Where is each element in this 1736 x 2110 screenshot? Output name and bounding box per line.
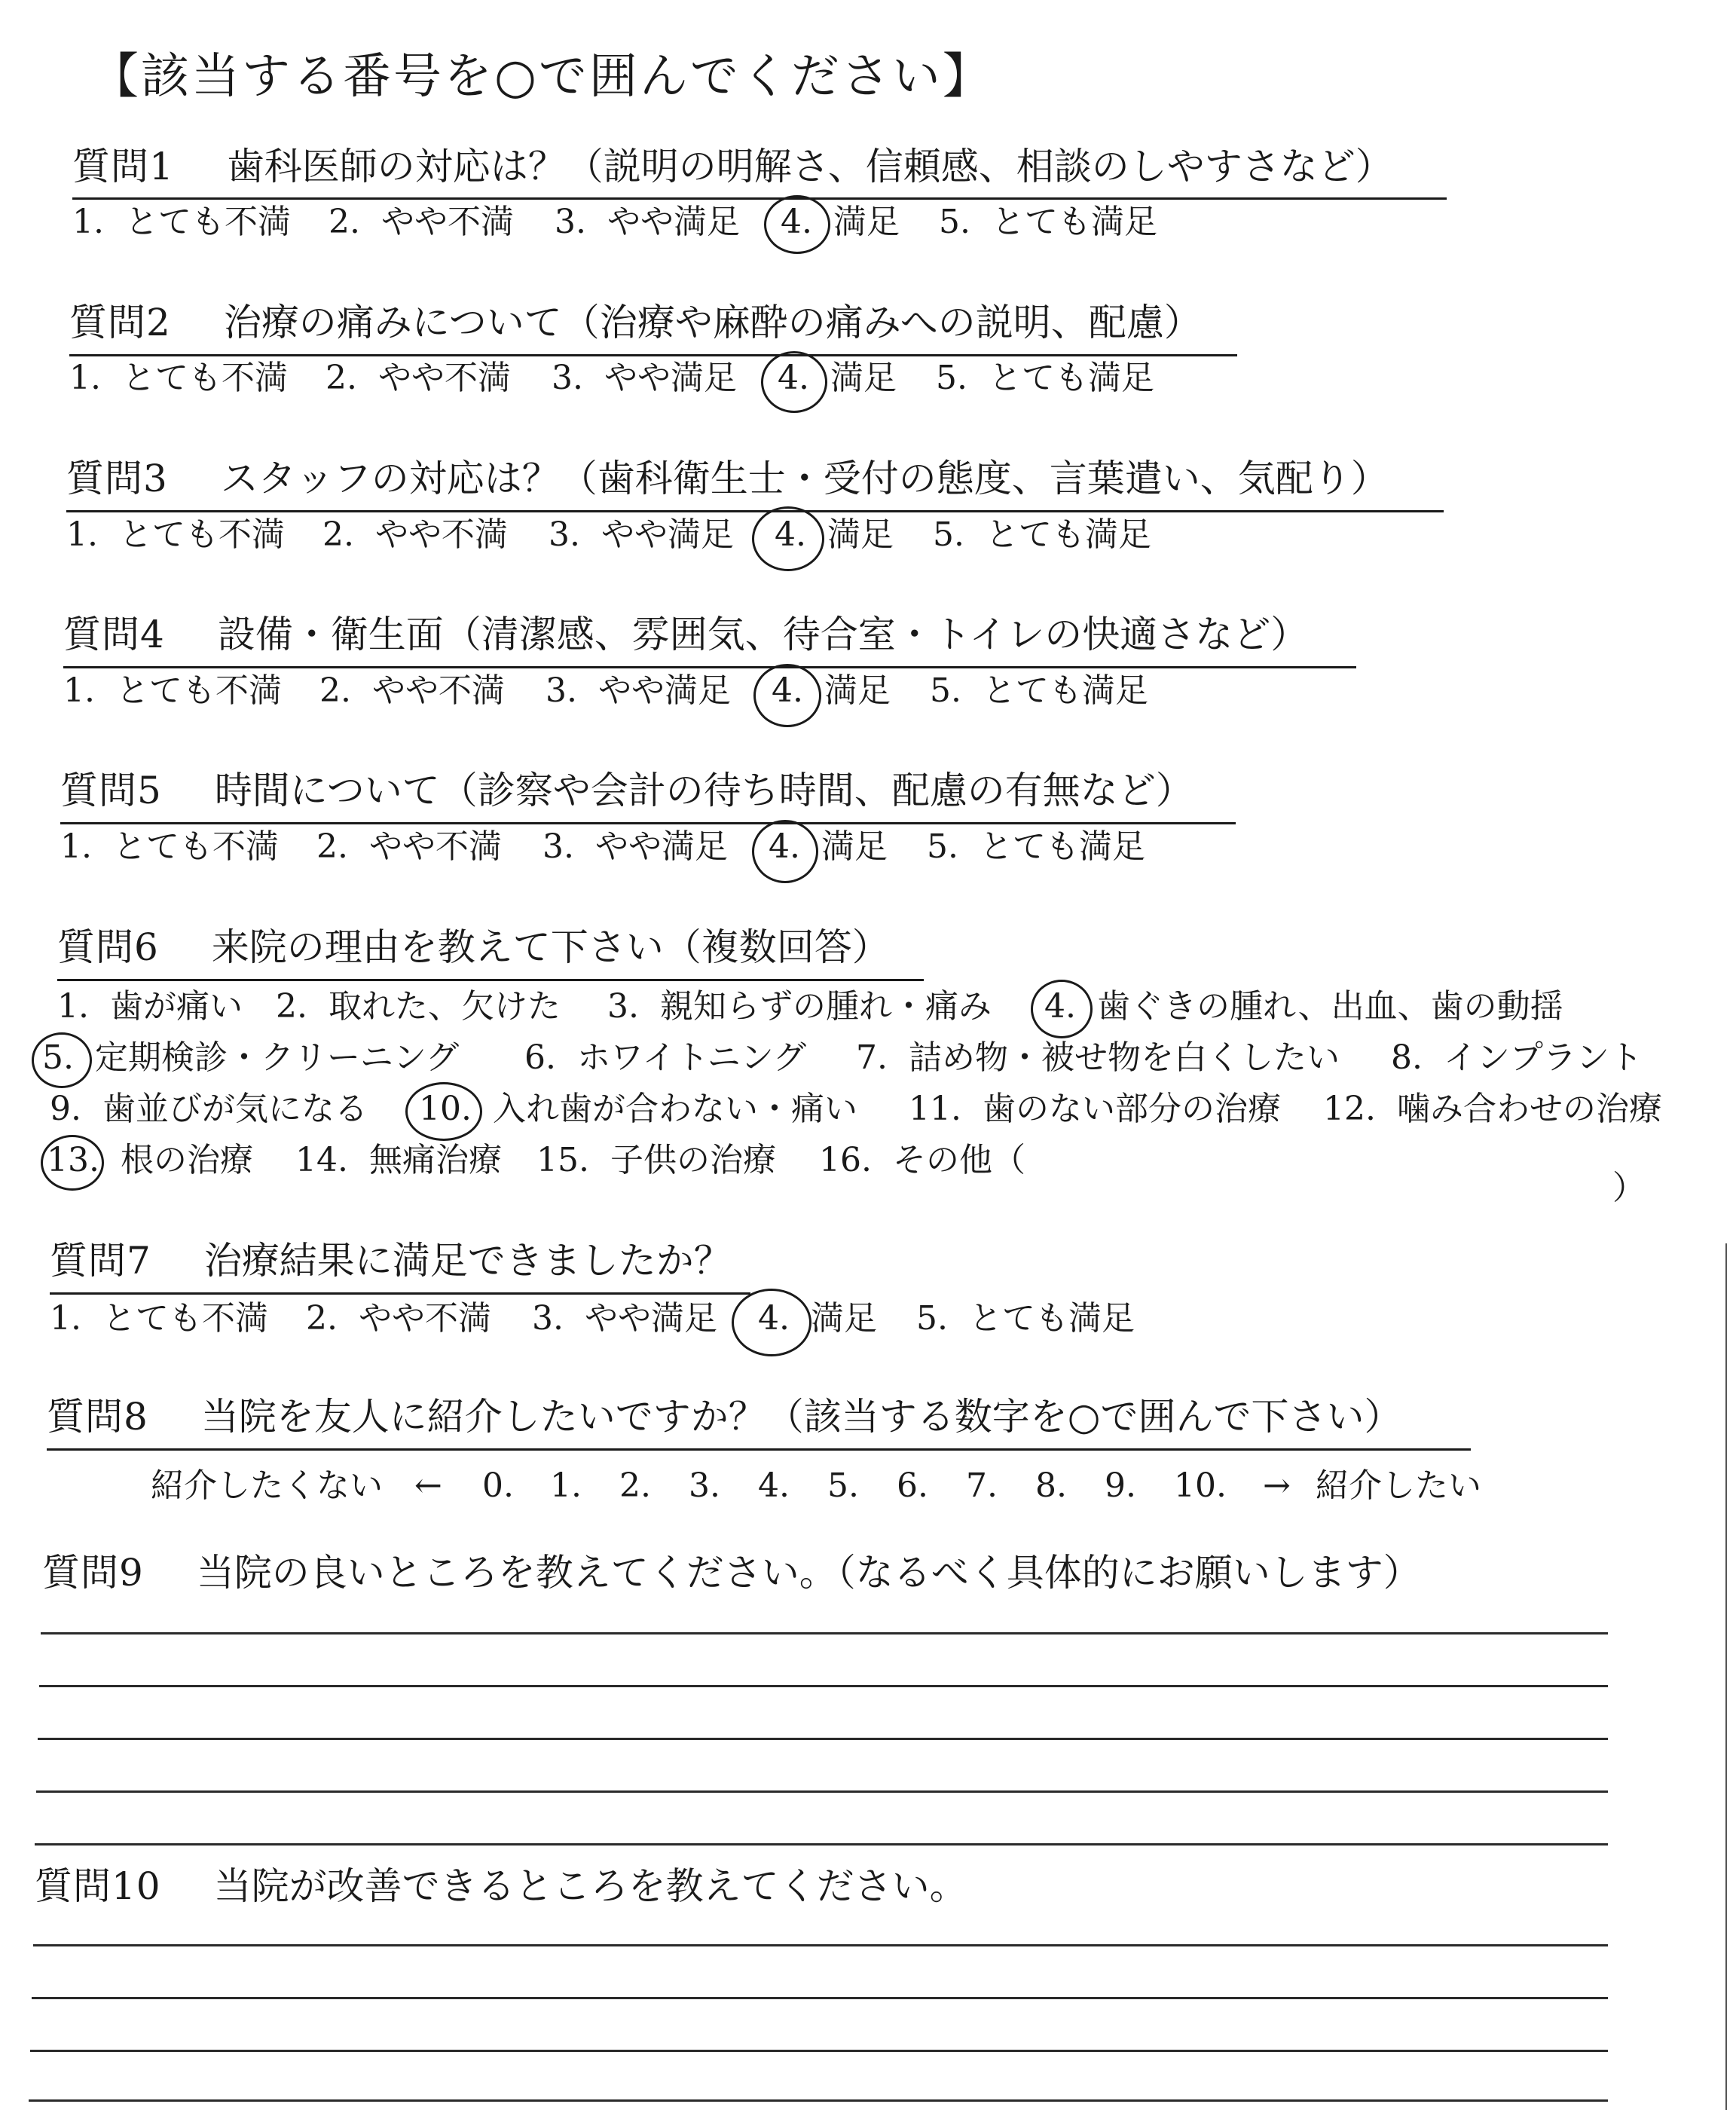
answer-line — [33, 1944, 1608, 1946]
question-7-text: 治療結果に満足できましたか？ — [203, 1239, 732, 1283]
question-3-id: 質問3 — [66, 457, 168, 500]
question-4-options — [63, 668, 1570, 714]
nps-option-7[interactable]: 7. — [966, 1466, 998, 1505]
option-2[interactable]: 2. やや不満 — [316, 827, 502, 866]
question-6-row-3 — [50, 1087, 1670, 1132]
option-5[interactable]: 5. とても満足 — [916, 1299, 1135, 1338]
question-5-text: 時間について（診察や会計の待ち時間、配慮の有無など） — [214, 769, 1194, 812]
nps-option-4[interactable]: 4. — [758, 1466, 790, 1505]
selected-circle-mark — [752, 506, 824, 571]
question-6-row-2 — [42, 1035, 1662, 1081]
selected-circle-mark — [41, 1135, 104, 1191]
question-4-text: 設備・衛生面（清潔感、雰囲気、待合室・トイレの快適さなど） — [217, 613, 1309, 656]
question-6-row-1 — [57, 984, 1640, 1029]
option-4[interactable]: 4. 満足 — [758, 1299, 877, 1338]
question-3-title — [66, 457, 1389, 500]
question-1-text: 歯科医師の対応は？（説明の明解さ、信頼感、相談のしやすさなど） — [226, 145, 1393, 188]
question-9-id: 質問9 — [42, 1551, 144, 1595]
selected-circle-mark — [764, 195, 830, 254]
option-5[interactable]: 5. とても満足 — [927, 827, 1145, 866]
selected-circle-mark — [405, 1082, 482, 1141]
question-7-title — [50, 1239, 732, 1283]
option-1[interactable]: 1. とても不満 — [63, 671, 282, 710]
answer-line — [32, 1997, 1608, 1999]
question-8-text: 当院を友人に紹介したいですか？（該当する数字を○で囲んで下さい） — [200, 1395, 1402, 1439]
nps-option-2[interactable]: 2. — [619, 1466, 651, 1505]
question-2-id: 質問2 — [69, 301, 171, 344]
answer-line — [38, 1738, 1608, 1740]
nps-right-label: 紹介したい — [1316, 1466, 1481, 1505]
question-10-text: 当院が改善できるところを教えてください。 — [213, 1864, 967, 1908]
question-7-id: 質問7 — [50, 1239, 151, 1283]
option-4[interactable]: 4. 満足 — [769, 827, 888, 866]
selected-circle-mark — [32, 1032, 92, 1088]
answer-line — [41, 1632, 1608, 1634]
nps-option-0[interactable]: 0. — [482, 1466, 514, 1505]
page-title: 【該当する番号を○で囲んでください】 — [90, 49, 993, 105]
option-2[interactable]: 2. やや不満 — [329, 203, 514, 241]
option-1[interactable]: 1. とても不満 — [50, 1299, 268, 1338]
option-2[interactable]: 2. やや不満 — [319, 671, 505, 710]
answer-line — [29, 2099, 1608, 2102]
option-1[interactable]: 1. とても不満 — [72, 203, 291, 241]
answer-line — [35, 1843, 1608, 1845]
option-5[interactable]: 5. とても満足 — [939, 203, 1157, 241]
selected-circle-mark — [752, 820, 818, 883]
nps-option-3[interactable]: 3. — [689, 1466, 720, 1505]
question-6-id: 質問6 — [57, 925, 159, 969]
option-3[interactable]: 3. やや満足 — [555, 203, 740, 241]
reason-option-14[interactable]: 14. 無痛治療 — [295, 1141, 502, 1179]
option-3[interactable]: 3. やや満足 — [552, 359, 737, 397]
option-4[interactable]: 4. 満足 — [781, 203, 900, 241]
option-2[interactable]: 2. やや不満 — [306, 1299, 491, 1338]
question-1-options — [72, 200, 1579, 245]
question-5-options — [60, 824, 1567, 870]
reason-option-7[interactable]: 7. 詰め物・被せ物を白くしたい — [856, 1038, 1340, 1077]
nps-scale — [0, 1463, 1736, 1509]
option-5[interactable]: 5. とても満足 — [933, 515, 1151, 554]
nps-option-8[interactable]: 8. — [1035, 1466, 1067, 1505]
question-4-title — [63, 613, 1309, 656]
other-close-paren: ） — [1612, 1169, 1646, 1207]
nps-right-arrow: → — [1263, 1466, 1291, 1505]
reason-option-1[interactable]: 1. 歯が痛い — [57, 987, 243, 1026]
nps-option-6[interactable]: 6. — [897, 1466, 928, 1505]
question-9-title — [42, 1551, 1421, 1595]
option-5[interactable]: 5. とても満足 — [930, 671, 1148, 710]
option-4[interactable]: 4. 満足 — [775, 515, 894, 554]
scan-edge — [1725, 1243, 1727, 2110]
option-1[interactable]: 1. とても不満 — [69, 359, 288, 397]
reason-option-2[interactable]: 2. 取れた、欠けた — [276, 987, 561, 1026]
option-3[interactable]: 3. やや満足 — [546, 671, 731, 710]
question-6-row-4 — [47, 1138, 1667, 1183]
nps-left-arrow: ← — [414, 1466, 442, 1505]
answer-line — [36, 1790, 1608, 1793]
reason-option-15[interactable]: 15. 子供の治療 — [536, 1141, 776, 1179]
option-1[interactable]: 1. とても不満 — [60, 827, 279, 866]
question-7-underline — [50, 1292, 750, 1295]
reason-option-16[interactable]: 16. その他（ — [819, 1141, 1025, 1179]
question-9-text: 当院の良いところを教えてください。（なるべく具体的にお願いします） — [196, 1551, 1421, 1595]
reason-option-12[interactable]: 12. 噛み合わせの治療 — [1323, 1090, 1662, 1128]
option-4[interactable]: 4. 満足 — [772, 671, 891, 710]
nps-option-5[interactable]: 5. — [827, 1466, 859, 1505]
question-4-id: 質問4 — [63, 613, 165, 656]
question-6-text: 来院の理由を教えて下さい（複数回答） — [211, 925, 890, 969]
question-7-options — [50, 1296, 1557, 1341]
nps-option-9[interactable]: 9. — [1105, 1466, 1136, 1505]
selected-circle-mark — [761, 351, 827, 413]
question-6-underline — [57, 979, 924, 981]
nps-option-10[interactable]: 10. — [1174, 1466, 1227, 1505]
nps-left-label: 紹介したくない — [151, 1466, 383, 1505]
question-1-title — [72, 145, 1393, 188]
question-10-id: 質問10 — [35, 1864, 161, 1908]
reason-option-6[interactable]: 6. ホワイトニング — [524, 1038, 807, 1077]
option-3[interactable]: 3. やや満足 — [542, 827, 728, 866]
option-5[interactable]: 5. とても満足 — [936, 359, 1154, 397]
question-3-options — [66, 512, 1573, 558]
option-2[interactable]: 2. やや不満 — [322, 515, 508, 554]
reason-option-9[interactable]: 9. 歯並びが気になる — [50, 1090, 368, 1128]
question-2-text: 治療の痛みについて（治療や麻酔の痛みへの説明、配慮） — [223, 301, 1202, 344]
question-10-title — [35, 1864, 967, 1908]
reason-option-5[interactable]: 5. 定期検診・クリーニング — [42, 1038, 460, 1077]
answer-line — [39, 1685, 1608, 1687]
option-2[interactable]: 2. やや不満 — [326, 359, 511, 397]
question-8-title — [47, 1395, 1402, 1439]
question-5-id: 質問5 — [60, 769, 162, 812]
option-1[interactable]: 1. とても不満 — [66, 515, 285, 554]
selected-circle-mark — [753, 664, 821, 727]
question-5-title — [60, 769, 1194, 812]
reason-option-8[interactable]: 8. インプラント — [1391, 1038, 1643, 1077]
question-8-underline — [47, 1448, 1471, 1451]
reason-option-13[interactable]: 13. 根の治療 — [47, 1141, 253, 1179]
nps-option-1[interactable]: 1. — [550, 1466, 582, 1505]
selected-circle-mark — [1031, 980, 1093, 1038]
question-6-title — [57, 925, 890, 969]
option-3[interactable]: 3. やや満足 — [532, 1299, 717, 1338]
question-2-options — [69, 356, 1576, 401]
question-1-id: 質問1 — [72, 145, 174, 188]
question-8-id: 質問8 — [47, 1395, 148, 1439]
answer-line — [30, 2050, 1608, 2052]
reason-option-4[interactable]: 4. 歯ぐきの腫れ、出血、歯の動揺 — [1044, 987, 1563, 1026]
option-3[interactable]: 3. やや満足 — [549, 515, 734, 554]
reason-option-11[interactable]: 11. 歯のない部分の治療 — [909, 1090, 1281, 1128]
question-3-text: スタッフの対応は？（歯科衛生士・受付の態度、言葉遣い、気配り） — [220, 457, 1389, 500]
reason-option-10[interactable]: 10. 入れ歯が合わない・痛い — [419, 1090, 857, 1128]
question-2-title — [69, 301, 1202, 344]
reason-option-3[interactable]: 3. 親知らずの腫れ・痛み — [607, 987, 992, 1026]
option-4[interactable]: 4. 満足 — [778, 359, 897, 397]
selected-circle-mark — [732, 1289, 811, 1356]
